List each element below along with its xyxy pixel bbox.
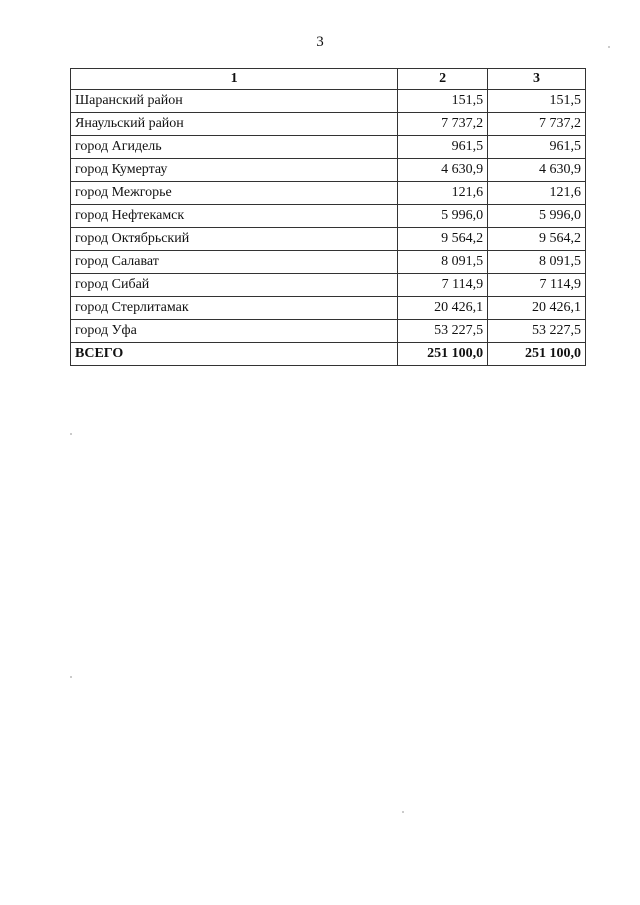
column-header-3: 3: [488, 69, 586, 90]
table-row: [71, 228, 586, 251]
table-row: [71, 205, 586, 228]
row-value-col2: 7 737,2: [398, 113, 488, 136]
total-value-col2: 251 100,0: [398, 343, 488, 366]
scan-speck: [70, 433, 72, 435]
row-value-col3: 7 737,2: [488, 113, 586, 136]
table-row: [71, 90, 586, 113]
row-value-col3: 151,5: [488, 90, 586, 113]
row-value-col2: 961,5: [398, 136, 488, 159]
row-value-col3: 53 227,5: [488, 320, 586, 343]
table-row: [71, 320, 586, 343]
row-name: город Салават: [71, 251, 398, 274]
row-name: город Стерлитамак: [71, 297, 398, 320]
data-table: [70, 68, 586, 366]
table-row: [71, 182, 586, 205]
total-value-col3: 251 100,0: [488, 343, 586, 366]
row-value-col2: 9 564,2: [398, 228, 488, 251]
row-value-col3: 7 114,9: [488, 274, 586, 297]
row-name: город Октябрьский: [71, 228, 398, 251]
row-value-col3: 4 630,9: [488, 159, 586, 182]
row-value-col3: 9 564,2: [488, 228, 586, 251]
row-name: город Уфа: [71, 320, 398, 343]
column-header-1: 1: [71, 69, 398, 90]
row-name: Янаульский район: [71, 113, 398, 136]
row-value-col2: 8 091,5: [398, 251, 488, 274]
table-row: [71, 159, 586, 182]
row-value-col2: 5 996,0: [398, 205, 488, 228]
row-name: город Сибай: [71, 274, 398, 297]
row-value-col2: 7 114,9: [398, 274, 488, 297]
row-value-col2: 121,6: [398, 182, 488, 205]
scan-speck: [70, 676, 72, 678]
row-value-col3: 20 426,1: [488, 297, 586, 320]
table-row: [71, 136, 586, 159]
scan-speck: [608, 46, 610, 48]
table-header-row: [71, 69, 586, 90]
row-value-col3: 8 091,5: [488, 251, 586, 274]
scan-speck: [402, 811, 404, 813]
row-value-col3: 961,5: [488, 136, 586, 159]
row-name: город Кумертау: [71, 159, 398, 182]
total-label: ВСЕГО: [71, 343, 398, 366]
row-name: Шаранский район: [71, 90, 398, 113]
row-name: город Межгорье: [71, 182, 398, 205]
row-value-col2: 151,5: [398, 90, 488, 113]
row-value-col3: 5 996,0: [488, 205, 586, 228]
row-name: город Нефтекамск: [71, 205, 398, 228]
row-value-col2: 20 426,1: [398, 297, 488, 320]
table-row: [71, 113, 586, 136]
row-name: город Агидель: [71, 136, 398, 159]
column-header-2: 2: [398, 69, 488, 90]
table-row: [71, 251, 586, 274]
table-row: [71, 297, 586, 320]
row-value-col3: 121,6: [488, 182, 586, 205]
row-value-col2: 53 227,5: [398, 320, 488, 343]
total-row: [71, 343, 586, 366]
row-value-col2: 4 630,9: [398, 159, 488, 182]
table-row: [71, 274, 586, 297]
page-number: 3: [316, 34, 324, 50]
